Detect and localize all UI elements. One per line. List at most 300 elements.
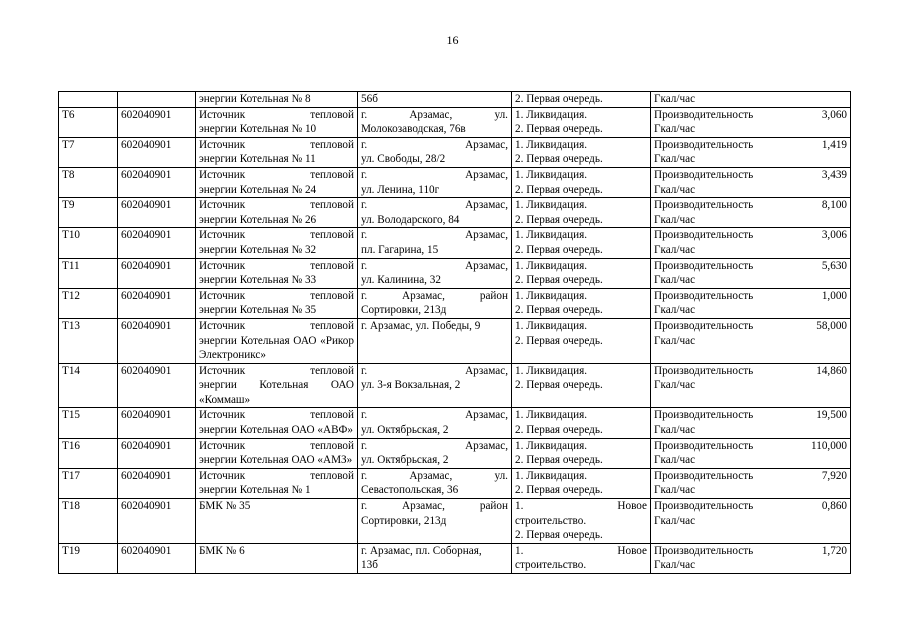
capacity-value: 3,006 <box>821 229 847 242</box>
address-first-line <box>361 228 508 243</box>
name-first-line-word: тепловой <box>310 108 354 121</box>
capacity-value: 0,860 <box>821 500 847 513</box>
measure-line-2: 2. Первая очередь. <box>515 484 603 497</box>
address-first-line-word: Арзамас, <box>402 289 445 302</box>
address-rest: ул. Ленина, 110г <box>361 183 440 196</box>
address-first-line <box>361 289 508 304</box>
capacity-line <box>654 259 847 274</box>
cell-code: 602040901 <box>118 438 196 468</box>
cell-id: T7 <box>59 137 118 167</box>
cell-address <box>358 318 512 363</box>
data-table <box>58 91 851 574</box>
table-row <box>59 137 851 167</box>
cell-capacity <box>651 137 851 167</box>
address-rest: ул. Октябрьская, 2 <box>361 454 449 467</box>
address-first-line <box>361 168 508 183</box>
name-first-line-word: тепловой <box>310 469 354 482</box>
cell-code: 602040901 <box>118 198 196 228</box>
capacity-unit: Гкал/час <box>654 274 696 287</box>
address-first-line <box>361 544 508 559</box>
cell-measure <box>512 167 651 197</box>
cell-address <box>358 499 512 544</box>
address-rest: 13б <box>361 559 378 572</box>
name-rest: энергии Котельная ОАО «АВФ» <box>199 424 353 437</box>
table-body <box>59 92 851 574</box>
address-first-line-word: Арзамас, <box>465 229 508 242</box>
cell-measure <box>512 228 651 258</box>
address-first-line <box>361 469 508 484</box>
table-row <box>59 258 851 288</box>
name-first-line-word: БМК № 6 <box>199 544 245 557</box>
capacity-line <box>654 544 847 559</box>
address-first-line-word: Арзамас, <box>465 168 508 181</box>
name-first-line-word: Источник <box>199 108 246 121</box>
address-rest: ул. Октябрьская, 2 <box>361 424 449 437</box>
measure-first-line <box>515 544 647 559</box>
measure-line-2: 2. Первая очередь. <box>515 379 603 392</box>
name-first-line <box>199 544 354 559</box>
table-row <box>59 107 851 137</box>
name-first-line-word: Источник <box>199 409 246 422</box>
name-first-line <box>199 319 354 334</box>
name-first-line <box>199 499 354 514</box>
cell-id: T10 <box>59 228 118 258</box>
cell-address <box>358 468 512 498</box>
cell-name <box>196 499 358 544</box>
address-first-line-word: г. <box>361 229 368 242</box>
table-row <box>59 228 851 258</box>
name-rest: энергии Котельная № 10 <box>199 123 317 136</box>
cell-measure <box>512 543 651 573</box>
cell-address <box>358 137 512 167</box>
table-row <box>59 543 851 573</box>
measure-line-2: 2. Первая очередь. <box>515 529 603 542</box>
capacity-value: 1,419 <box>821 138 847 151</box>
capacity-value: 110,000 <box>811 439 847 452</box>
capacity-line <box>654 364 847 379</box>
capacity-value: 8,100 <box>821 199 847 212</box>
measure-line-1: 1. Ликвидация. <box>515 138 588 151</box>
table-row <box>59 92 851 108</box>
address-first-line-word: Арзамас, <box>465 199 508 212</box>
name-rest: энергии Котельная ОАО «Рикор Электроникс» <box>199 334 354 362</box>
cell-capacity <box>651 438 851 468</box>
address-rest: Сортировки, 213д <box>361 514 447 527</box>
page-number: 16 <box>446 33 459 47</box>
address-rest: Сортировки, 213д <box>361 304 447 317</box>
cell-measure <box>512 438 651 468</box>
measure-line-2: 2. Первая очередь. <box>515 213 603 226</box>
address-first-line-word: Арзамас, <box>465 439 508 452</box>
cell-name <box>196 167 358 197</box>
cell-code: 602040901 <box>118 363 196 408</box>
cell-capacity <box>651 318 851 363</box>
measure-line-1: 1. Ликвидация. <box>515 364 588 377</box>
capacity-value: 3,439 <box>821 168 847 181</box>
capacity-line <box>654 228 847 243</box>
measure-first-line-word: Новое <box>617 500 647 513</box>
capacity-unit: Гкал/час <box>654 484 696 497</box>
address-first-line-word: район <box>479 289 508 302</box>
name-rest: энергии Котельная № 35 <box>199 304 317 317</box>
cell-measure <box>512 318 651 363</box>
cell-code: 602040901 <box>118 499 196 544</box>
table-row <box>59 499 851 544</box>
cell-id: T13 <box>59 318 118 363</box>
address-rest: Севастопольская, 36 <box>361 484 459 497</box>
capacity-value: 19,500 <box>816 409 847 422</box>
cell-code: 602040901 <box>118 468 196 498</box>
name-first-line-word: тепловой <box>310 364 354 377</box>
address-first-line-word: г. <box>361 289 368 302</box>
capacity-label: Производительность <box>654 108 754 121</box>
cell-address <box>358 438 512 468</box>
capacity-unit: Гкал/час <box>654 454 696 467</box>
table-row <box>59 408 851 438</box>
cell-address <box>358 228 512 258</box>
name-first-line-word: Источник <box>199 259 246 272</box>
capacity-unit: Гкал/час <box>654 123 696 136</box>
capacity-label: Производительность <box>654 199 754 212</box>
capacity-unit: Гкал/час <box>654 304 696 317</box>
cell-code: 602040901 <box>118 258 196 288</box>
name-first-line-word: Источник <box>199 138 246 151</box>
cell-id: T15 <box>59 408 118 438</box>
capacity-label: Производительность <box>654 364 754 377</box>
cell-measure <box>512 137 651 167</box>
table-row <box>59 318 851 363</box>
name-first-line <box>199 289 354 304</box>
capacity-unit: Гкал/час <box>654 379 696 392</box>
cell-capacity <box>651 543 851 573</box>
capacity-value: 3,060 <box>821 108 847 121</box>
measure-first-line <box>515 499 647 514</box>
capacity-value: 1,000 <box>821 289 847 302</box>
capacity-line <box>654 138 847 153</box>
name-first-line-word: Источник <box>199 199 246 212</box>
cell-id: T6 <box>59 107 118 137</box>
cell-name <box>196 137 358 167</box>
address-first-line-word: район <box>479 500 508 513</box>
name-first-line-word: тепловой <box>310 199 354 212</box>
cell-measure <box>512 288 651 318</box>
name-first-line-word: тепловой <box>310 168 354 181</box>
cell-id: T9 <box>59 198 118 228</box>
cell-name: энергии Котельная № 8 <box>196 92 358 108</box>
capacity-line <box>654 319 847 334</box>
cell-name <box>196 318 358 363</box>
capacity-label: Производительность <box>654 168 754 181</box>
capacity-line <box>654 198 847 213</box>
capacity-label: Производительность <box>654 319 754 332</box>
cell-name <box>196 543 358 573</box>
cell-address <box>358 543 512 573</box>
name-first-line-word: тепловой <box>310 319 354 332</box>
measure-line-2: 2. Первая очередь. <box>515 123 603 136</box>
name-first-line-word: Источник <box>199 469 246 482</box>
capacity-label: Производительность <box>654 229 754 242</box>
cell-code: 602040901 <box>118 137 196 167</box>
table-row <box>59 363 851 408</box>
cell-code: 602040901 <box>118 543 196 573</box>
address-first-line-word: г. <box>361 259 368 272</box>
capacity-label: Производительность <box>654 469 754 482</box>
name-first-line-word: тепловой <box>310 138 354 151</box>
cell-measure: 2. Первая очередь. <box>512 92 651 108</box>
address-rest: ул. 3-я Вокзальная, 2 <box>361 379 461 392</box>
capacity-value: 7,920 <box>821 469 847 482</box>
name-first-line <box>199 198 354 213</box>
cell-capacity <box>651 363 851 408</box>
cell-capacity <box>651 198 851 228</box>
table-row <box>59 468 851 498</box>
capacity-line <box>654 499 847 514</box>
name-first-line-word: тепловой <box>310 439 354 452</box>
address-rest: ул. Калинина, 32 <box>361 274 441 287</box>
cell-id: T14 <box>59 363 118 408</box>
name-first-line-word: Источник <box>199 168 246 181</box>
capacity-label: Производительность <box>654 138 754 151</box>
capacity-label: Производительность <box>654 289 754 302</box>
address-first-line <box>361 138 508 153</box>
capacity-value: 58,000 <box>816 319 847 332</box>
name-first-line <box>199 364 354 379</box>
cell-address: 56б <box>358 92 512 108</box>
capacity-line <box>654 469 847 484</box>
address-rest: пл. Гагарина, 15 <box>361 243 439 256</box>
measure-first-line-word: 1. <box>515 544 524 557</box>
name-first-line-word: Источник <box>199 439 246 452</box>
cell-id: T19 <box>59 543 118 573</box>
table-row <box>59 198 851 228</box>
cell-address <box>358 258 512 288</box>
address-first-line-word: г. <box>361 364 368 377</box>
measure-line-1: 1. Ликвидация. <box>515 259 588 272</box>
capacity-label: Производительность <box>654 409 754 422</box>
measure-line-1: 1. Ликвидация. <box>515 229 588 242</box>
cell-address <box>358 107 512 137</box>
capacity-line <box>654 289 847 304</box>
address-first-line-word: г. <box>361 108 368 121</box>
address-first-line-word: Арзамас, <box>409 108 453 121</box>
measure-line-2: 2. Первая очередь. <box>515 183 603 196</box>
name-first-line <box>199 469 354 484</box>
cell-code: 602040901 <box>118 408 196 438</box>
capacity-unit: Гкал/час <box>654 514 696 527</box>
capacity-unit: Гкал/час <box>654 213 696 226</box>
name-first-line-word: тепловой <box>310 259 354 272</box>
measure-first-line-word: Новое <box>617 544 647 557</box>
capacity-unit: Гкал/час <box>654 334 696 347</box>
measure-line-1: 1. Ликвидация. <box>515 439 588 452</box>
cell-measure <box>512 408 651 438</box>
cell-name <box>196 363 358 408</box>
cell-name <box>196 258 358 288</box>
measure-first-line-word: 1. <box>515 500 524 513</box>
measure-line-2: 2. Первая очередь. <box>515 334 603 347</box>
cell-name <box>196 438 358 468</box>
address-first-line-word: г. <box>361 138 368 151</box>
cell-id: T11 <box>59 258 118 288</box>
name-first-line <box>199 138 354 153</box>
cell-capacity <box>651 468 851 498</box>
name-first-line-word: тепловой <box>310 289 354 302</box>
name-rest: энергии Котельная № 24 <box>199 183 317 196</box>
capacity-line <box>654 108 847 123</box>
address-rest: Молокозаводская, 76в <box>361 123 466 136</box>
cell-address <box>358 363 512 408</box>
measure-line-1: 1. Ликвидация. <box>515 108 588 121</box>
address-first-line-word: г. <box>361 168 368 181</box>
capacity-unit: Гкал/час <box>654 153 696 166</box>
address-first-line-word: ул. <box>494 469 508 482</box>
name-first-line-word: Источник <box>199 289 246 302</box>
address-first-line-word: ул. <box>494 108 508 121</box>
capacity-label: Производительность <box>654 544 754 557</box>
capacity-label: Производительность <box>654 500 754 513</box>
cell-measure <box>512 468 651 498</box>
capacity-line <box>654 168 847 183</box>
cell-id: T18 <box>59 499 118 544</box>
capacity-label: Производительность <box>654 439 754 452</box>
address-first-line-word: г. <box>361 199 368 212</box>
capacity-label: Производительность <box>654 259 754 272</box>
address-first-line-word: Арзамас, <box>409 469 453 482</box>
cell-code: 602040901 <box>118 318 196 363</box>
measure-line-1: строительство. <box>515 514 587 527</box>
cell-measure <box>512 258 651 288</box>
table-row <box>59 167 851 197</box>
cell-id: T17 <box>59 468 118 498</box>
cell-measure <box>512 198 651 228</box>
address-first-line-word: г. Арзамас, ул. Победы, 9 <box>361 319 481 332</box>
cell-address <box>358 408 512 438</box>
address-first-line-word: Арзамас, <box>465 259 508 272</box>
address-first-line-word: г. <box>361 500 368 513</box>
capacity-unit: Гкал/час <box>654 183 696 196</box>
cell-name <box>196 198 358 228</box>
name-first-line <box>199 168 354 183</box>
capacity-unit: Гкал/час <box>654 559 696 572</box>
cell-capacity <box>651 499 851 544</box>
cell-name <box>196 228 358 258</box>
cell-code: 602040901 <box>118 107 196 137</box>
address-first-line <box>361 108 508 123</box>
cell-code: 602040901 <box>118 228 196 258</box>
cell-address <box>358 198 512 228</box>
measure-line-2: 2. Первая очередь. <box>515 243 603 256</box>
name-rest: энергии Котельная № 1 <box>199 484 311 497</box>
address-first-line <box>361 499 508 514</box>
cell-measure <box>512 499 651 544</box>
measure-line-1: строительство. <box>515 559 587 572</box>
cell-name <box>196 468 358 498</box>
cell-name <box>196 107 358 137</box>
capacity-line <box>654 439 847 454</box>
address-first-line <box>361 319 508 334</box>
address-first-line <box>361 198 508 213</box>
measure-line-1: 1. Ликвидация. <box>515 409 588 422</box>
name-rest: энергии Котельная ОАО «Коммаш» <box>199 379 354 406</box>
measure-line-2: 2. Первая очередь. <box>515 454 603 467</box>
name-first-line-word: Источник <box>199 229 246 242</box>
address-first-line-word: Арзамас, <box>402 500 445 513</box>
name-first-line <box>199 228 354 243</box>
capacity-value: 14,860 <box>816 364 847 377</box>
capacity-value: 1,720 <box>821 544 847 557</box>
capacity-value: 5,630 <box>821 259 847 272</box>
capacity-unit: Гкал/час <box>654 424 696 437</box>
address-first-line <box>361 439 508 454</box>
cell-id: T12 <box>59 288 118 318</box>
cell-capacity <box>651 167 851 197</box>
cell-id: T16 <box>59 438 118 468</box>
cell-code: 602040901 <box>118 288 196 318</box>
address-first-line-word: Арзамас, <box>465 364 508 377</box>
cell-capacity <box>651 107 851 137</box>
measure-line-1: 1. Ликвидация. <box>515 319 588 332</box>
cell-unit: Гкал/час <box>651 92 851 108</box>
cell-address <box>358 288 512 318</box>
capacity-line <box>654 408 847 423</box>
name-rest: энергии Котельная № 11 <box>199 153 316 166</box>
address-rest: ул. Володарского, 84 <box>361 213 460 226</box>
cell-id <box>59 92 118 108</box>
cell-code: 602040901 <box>118 167 196 197</box>
cell-name <box>196 288 358 318</box>
table-row <box>59 288 851 318</box>
address-first-line-word: г. <box>361 439 368 452</box>
name-first-line <box>199 108 354 123</box>
address-first-line-word: г. <box>361 469 368 482</box>
cell-capacity <box>651 288 851 318</box>
table-row <box>59 438 851 468</box>
address-first-line-word: Арзамас, <box>465 138 508 151</box>
measure-line-1: 1. Ликвидация. <box>515 199 588 212</box>
cell-measure <box>512 107 651 137</box>
address-first-line-word: г. <box>361 409 368 422</box>
cell-address <box>358 167 512 197</box>
measure-line-1: 1. Ликвидация. <box>515 469 588 482</box>
address-first-line <box>361 259 508 274</box>
cell-capacity <box>651 258 851 288</box>
name-rest: энергии Котельная ОАО «АМЗ» <box>199 454 353 467</box>
name-rest: энергии Котельная № 32 <box>199 243 317 256</box>
name-first-line <box>199 259 354 274</box>
address-first-line-word: г. Арзамас, пл. Соборная, <box>361 544 482 557</box>
measure-line-2: 2. Первая очередь. <box>515 304 603 317</box>
name-first-line-word: тепловой <box>310 409 354 422</box>
name-rest: энергии Котельная № 33 <box>199 274 317 287</box>
name-first-line <box>199 439 354 454</box>
name-first-line-word: тепловой <box>310 229 354 242</box>
address-first-line <box>361 364 508 379</box>
cell-code <box>118 92 196 108</box>
cell-capacity <box>651 408 851 438</box>
cell-capacity <box>651 228 851 258</box>
measure-line-2: 2. Первая очередь. <box>515 424 603 437</box>
cell-id: T8 <box>59 167 118 197</box>
measure-line-2: 2. Первая очередь. <box>515 153 603 166</box>
address-rest: ул. Свободы, 28/2 <box>361 153 446 166</box>
name-first-line-word: Источник <box>199 319 246 332</box>
name-first-line <box>199 408 354 423</box>
measure-line-1: 1. Ликвидация. <box>515 289 588 302</box>
address-first-line <box>361 408 508 423</box>
cell-name <box>196 408 358 438</box>
address-first-line-word: Арзамас, <box>465 409 508 422</box>
measure-line-1: 1. Ликвидация. <box>515 168 588 181</box>
